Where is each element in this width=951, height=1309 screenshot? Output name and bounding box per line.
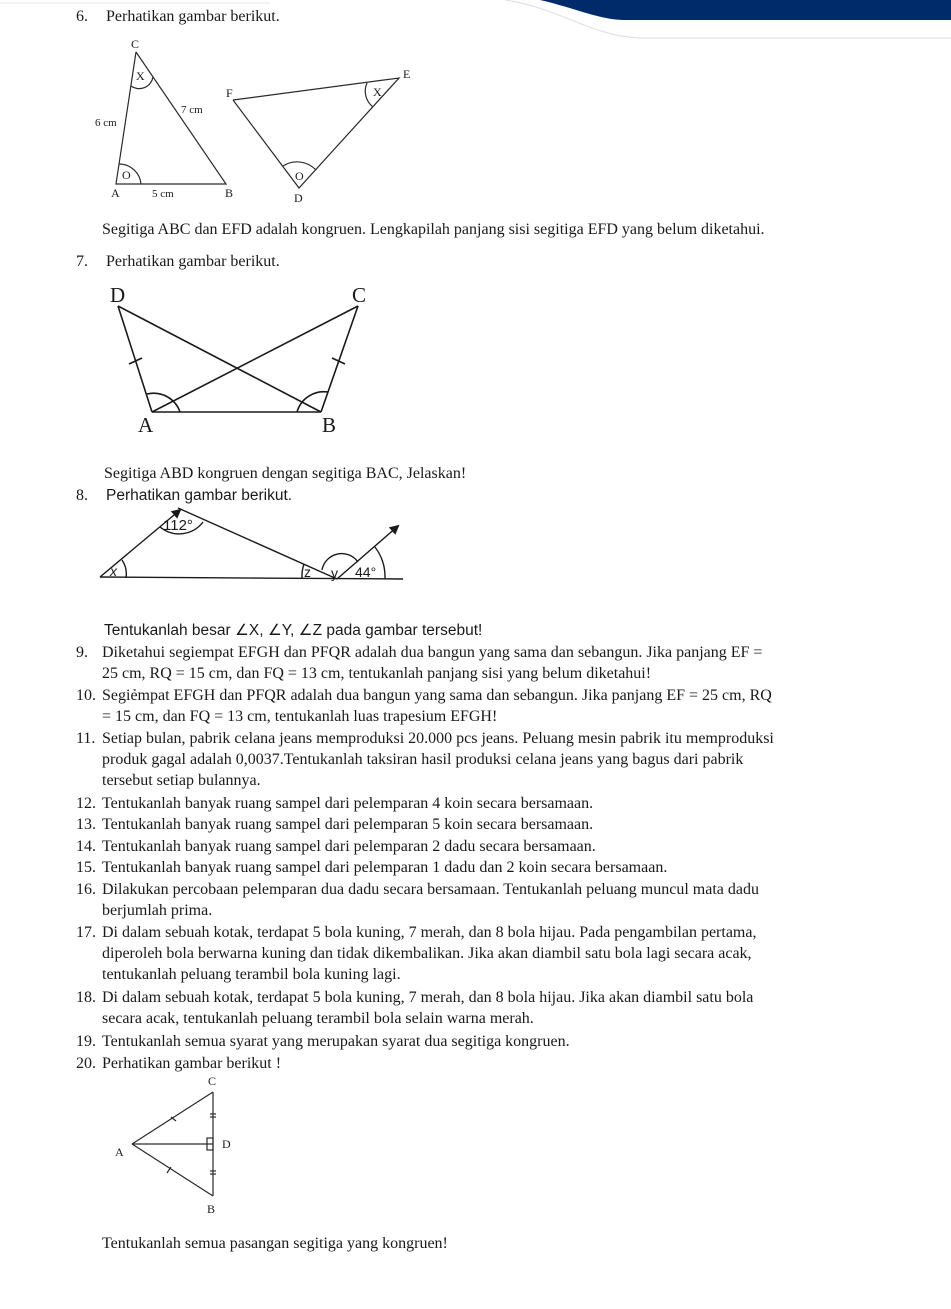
- label-b: B: [207, 1202, 216, 1216]
- question-20-task: Tentukanlah semua pasangan segitiga yang kongruen!: [102, 1235, 448, 1252]
- triangle-abc-with-ad: [132, 1092, 216, 1196]
- question-11: [76, 728, 899, 791]
- question-prompt: Perhatikan gambar berikut.: [106, 8, 280, 25]
- question-14: [76, 836, 596, 857]
- question-line-2: 25 cm, RQ = 15 cm, dan FQ = 13 cm, tentukanlah panjang sisi yang belum diketahui!: [102, 665, 652, 682]
- question-number: 6.: [76, 8, 88, 25]
- label-c: C: [208, 1074, 217, 1088]
- question-17: [76, 922, 899, 985]
- question-line-1: Di dalam sebuah kotak, terdapat 5 bola kuning, 7 merah, dan 8 bola hijau. Pada pengambilan pertama,: [102, 924, 757, 941]
- question-number: 18.: [76, 989, 96, 1006]
- question-number: 14.: [76, 838, 96, 855]
- angle-e-x: X: [373, 85, 382, 99]
- question-number: 10.: [76, 687, 96, 704]
- question-line-3: tentukanlah peluang terambil bola kuning lagi.: [102, 966, 401, 983]
- label-f: F: [226, 86, 233, 100]
- side-ac-length: 6 cm: [95, 117, 117, 129]
- question-line-1: Tentukanlah banyak ruang sampel dari pelemparan 5 koin secara bersamaan.: [102, 816, 594, 833]
- question-line-2: produk gagal adalah 0,0037.Tentukanlah taksiran hasil produksi celana jeans yang bagus dari pabrik: [102, 751, 744, 768]
- label-d: D: [294, 191, 303, 205]
- triangle-abc: [116, 52, 226, 184]
- label-b: B: [225, 186, 234, 200]
- question-number: 16.: [76, 881, 96, 898]
- question-line-2: secara acak, tentukanlah peluang terambil bola selain warna merah.: [102, 1010, 534, 1027]
- label-a: A: [115, 1145, 124, 1159]
- question-6-task: Segitiga ABC dan EFD adalah kongruen. Lengkapilah panjang sisi segitiga EFD yang belum diketahui.: [102, 221, 765, 238]
- figure-q8-triangle-angles: [90, 500, 410, 590]
- question-13: [76, 814, 593, 835]
- angle-44: 44°: [355, 564, 377, 580]
- question-12: [76, 793, 593, 814]
- question-number: 9.: [76, 644, 88, 661]
- label-e: E: [403, 67, 411, 81]
- question-line-1: Setiap bulan, pabrik celana jeans memproduksi 20.000 pcs jeans. Peluang mesin pabrik itu memproduksi: [102, 730, 774, 747]
- question-number: 12.: [76, 795, 96, 812]
- question-number: 15.: [76, 859, 96, 876]
- question-10: [76, 685, 899, 727]
- angle-a-o: O: [122, 168, 131, 182]
- question-line-1: Tentukanlah banyak ruang sampel dari pelemparan 1 dadu dan 2 koin secara bersamaan.: [102, 859, 668, 876]
- question-number: 20.: [76, 1055, 96, 1072]
- side-ab-length: 5 cm: [152, 188, 174, 200]
- question-number: 13.: [76, 816, 96, 833]
- side-cb-length: 7 cm: [181, 104, 203, 116]
- question-7: [76, 251, 280, 272]
- question-line-1: Dilakukan percobaan pelemparan dua dadu secara bersamaan. Tentukanlah peluang muncul mata dadu: [102, 881, 759, 898]
- question-19: [76, 1031, 570, 1052]
- question-number: 19.: [76, 1033, 96, 1050]
- question-line-1: Tentukanlah semua syarat yang merupakan syarat dua segitiga kongruen.: [102, 1033, 570, 1050]
- question-prompt: Perhatikan gambar berikut.: [106, 487, 293, 504]
- question-7-task: Segitiga ABD kongruen dengan segitiga BAC, Jelaskan!: [104, 465, 467, 482]
- angle-c-x: X: [136, 69, 145, 83]
- question-16: [76, 879, 899, 921]
- question-18: [76, 987, 899, 1029]
- label-b: B: [322, 413, 337, 437]
- question-6: [76, 6, 280, 27]
- angle-112: 112°: [163, 517, 193, 534]
- question-line-1: Segiẻmpat EFGH dan PFQR adalah dua bangun yang sama dan sebangun. Jika panjang EF = 25 cm, RQ: [102, 687, 772, 704]
- question-15: [76, 857, 667, 878]
- angle-d-o: O: [295, 169, 304, 183]
- label-c: C: [131, 37, 140, 51]
- label-d: D: [110, 283, 126, 307]
- question-prompt: Perhatikan gambar berikut.: [106, 253, 280, 270]
- question-number: 7.: [76, 253, 88, 270]
- question-line-3: tersebut setiap bulannya.: [102, 772, 261, 789]
- question-line-1: Tentukanlah banyak ruang sampel dari pelemparan 2 dadu secara bersamaan.: [102, 838, 596, 855]
- question-prompt: Perhatikan gambar berikut !: [102, 1055, 282, 1072]
- question-number: 17.: [76, 924, 96, 941]
- label-a: A: [111, 186, 120, 200]
- question-line-2: diperoleh bola berwarna kuning dan tidak dikembalikan. Jika akan diambil satu bola lagi secara acak,: [102, 945, 752, 962]
- question-number: 8.: [76, 487, 88, 504]
- question-line-2: berjumlah prima.: [102, 902, 213, 919]
- question-line-1: Tentukanlah banyak ruang sampel dari pelemparan 4 koin secara bersamaan.: [102, 795, 594, 812]
- triangles-abd-bac: [118, 306, 358, 412]
- angle-x: x: [110, 563, 117, 579]
- question-line-1: Diketahui segiempat EFGH dan PFQR adalah dua bangun yang sama dan sebangun. Jika panjang EF =: [102, 644, 763, 661]
- banner-shape: [540, 0, 951, 20]
- question-line-1: Di dalam sebuah kotak, terdapat 5 bola kuning, 7 merah, dan 8 bola hijau. Jika akan diambil satu bola: [102, 989, 754, 1006]
- question-line-2: = 15 cm, dan FQ = 13 cm, tentukanlah luas trapesium EFGH!: [102, 708, 498, 725]
- question-number: 11.: [76, 730, 96, 747]
- figure-q6-congruent-triangles: [60, 30, 440, 210]
- angle-z: z: [304, 564, 311, 580]
- question-8-task: Tentukanlah besar ∠X, ∠Y, ∠Z pada gambar tersebut!: [104, 622, 483, 639]
- label-a: A: [138, 413, 154, 437]
- figure-q20-triangle-abc-altitude: [100, 1070, 260, 1220]
- angle-y: y: [331, 565, 338, 581]
- figure-q7-crossed-triangles: [60, 270, 460, 440]
- label-d: D: [222, 1137, 231, 1151]
- question-9: [76, 642, 899, 684]
- label-c: C: [352, 283, 367, 307]
